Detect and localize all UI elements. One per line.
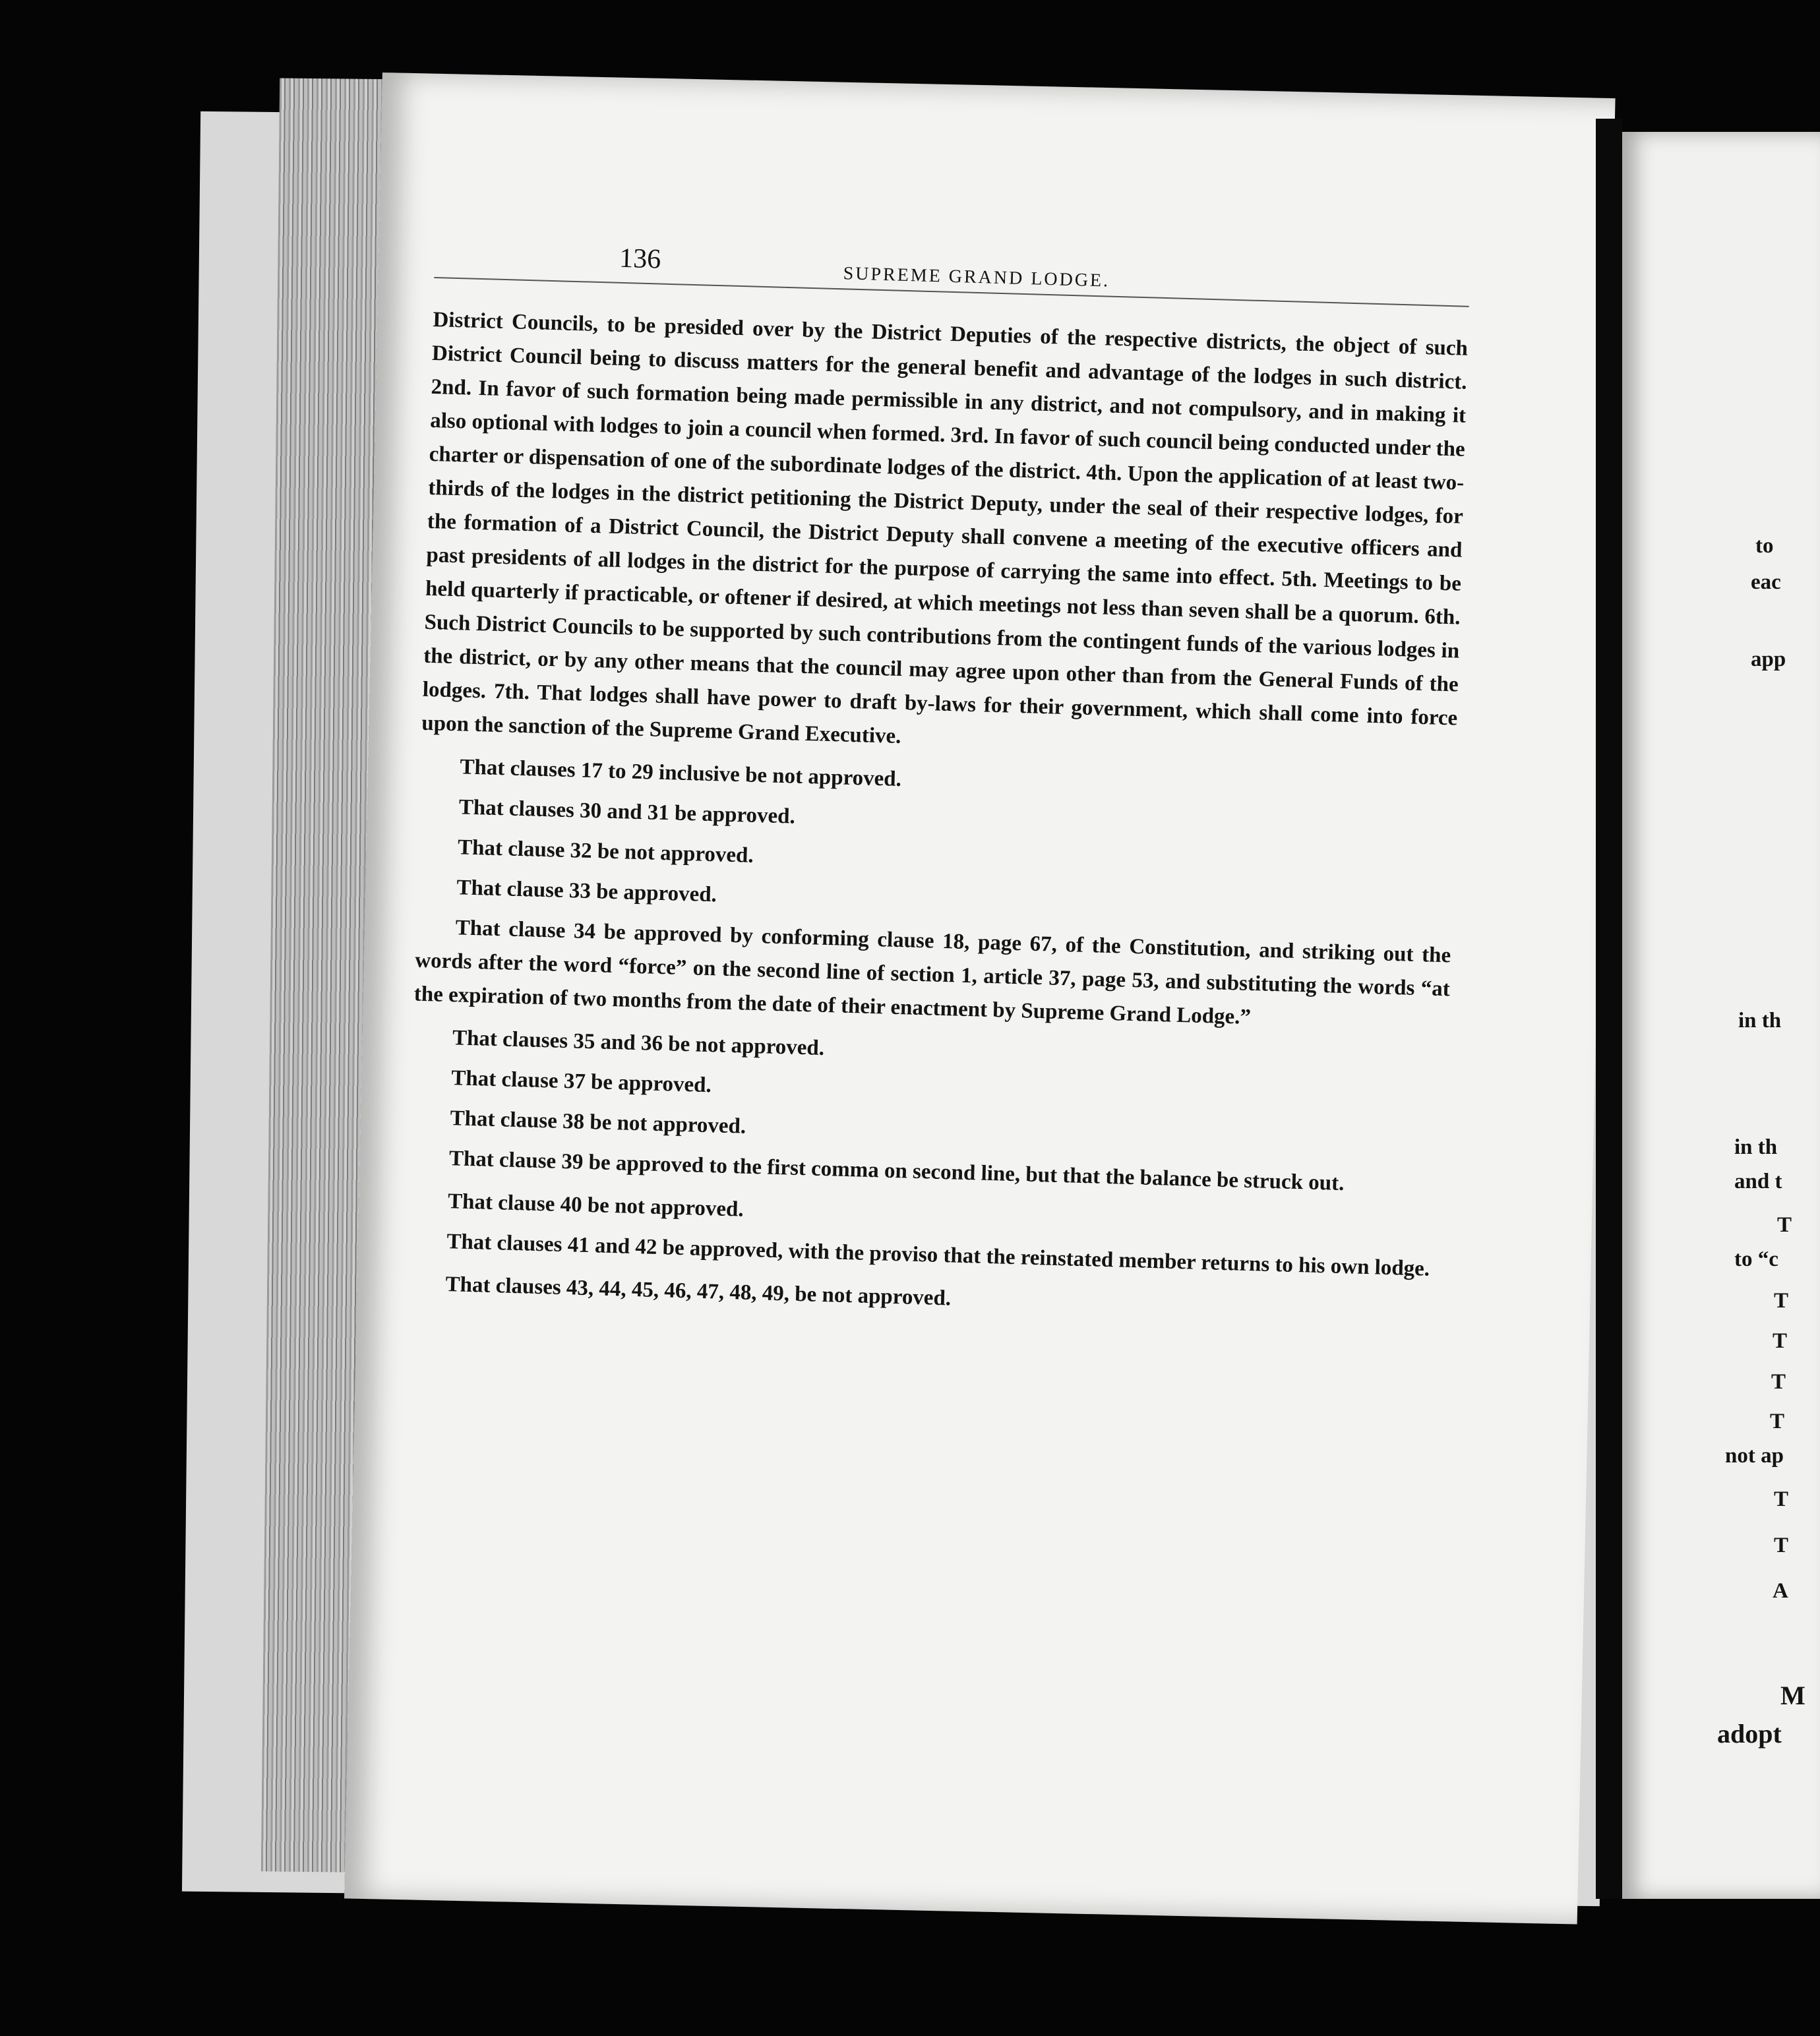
facing-fragment: T: [1777, 1213, 1792, 1237]
left-page-content: [406, 237, 1471, 1336]
facing-fragment: T: [1773, 1329, 1788, 1353]
clause-item: That clause 37 be approved.: [450, 1066, 712, 1098]
facing-fragment: T: [1770, 1410, 1785, 1433]
facing-fragment: app: [1751, 647, 1786, 671]
clause-item: That clauses 35 and 36 be not approved.: [452, 1026, 825, 1060]
facing-fragment: T: [1774, 1487, 1789, 1511]
facing-fragment: and t: [1734, 1170, 1782, 1193]
facing-fragment: T: [1774, 1289, 1789, 1313]
page-number: 136: [619, 243, 661, 275]
facing-fragment: T: [1771, 1370, 1786, 1394]
book-gutter: [1596, 119, 1622, 1899]
facing-fragment: adopt: [1717, 1719, 1782, 1749]
paragraph-district-councils: District Councils, to be presided over by the District Deputies of the respective districts, the object of such District Council being to discuss matters for the general benefit and advantage of the lodges in such district. 2nd. In favor of such formation being made permissible in any district, and not compulsory, and in making it also optional with lodges to join a council when formed. 3rd. In favor of such council being conducted under the charter or dispensation of one of the subordinate lodges of the district. 4th. Upon the application of at least two-thirds of the lodges in the district petitioning the District Deputy, under the seal of their respective lodges, for the formation of a District Council, the District Deputy shall convene a meeting of the executive officers and past presidents of all lodges in the district for the purpose of carrying the same into effect. 5th. Meetings to be held quarterly if practicable, or oftener if desired, at which meetings not less than seven shall be a quorum. 6th. Such District Councils to be supported by such contributions from the contingent funds of the various lodges in the district, or by any other means that the council may agree upon other than from the General Funds of the lodges. 7th. That lodges shall have power to draft by-laws for their government, which shall come into force upon the sanction of the Supreme Grand Executive.: [421, 307, 1469, 749]
facing-fragment: M: [1780, 1681, 1805, 1710]
facing-fragment: T: [1774, 1534, 1789, 1557]
facing-fragment: to “c: [1734, 1247, 1778, 1271]
paragraph-clause-34: That clause 34 be approved by conforming clause 18, page 67, of the Constitution, and striking out the words after the word “force” on the second line of section 1, article 37, page 53, and substituting the words “at the expiration of two months from the date of their enactment by Supreme Grand Lodge.”: [413, 916, 1451, 1029]
paragraph-clauses-41-42: That clauses 41 and 42 be approved, with the proviso that the reinstated member returns to his own lodge.: [446, 1230, 1430, 1281]
clause-item: That clause 33 be approved.: [456, 876, 717, 907]
clause-item: That clause 38 be not approved.: [450, 1106, 746, 1139]
facing-fragment: to: [1755, 534, 1774, 558]
clause-item: That clause 32 be not approved.: [457, 835, 754, 868]
right-page: [1622, 132, 1820, 1899]
clause-item: That clauses 30 and 31 be approved.: [458, 795, 796, 829]
facing-fragment: not ap: [1725, 1444, 1784, 1468]
paragraph-clause-39: That clause 39 be approved to the first comma on second line, but that the balance be struck out.: [448, 1147, 1345, 1196]
clause-item: That clause 40 be not approved.: [447, 1189, 744, 1222]
clause-item: That clauses 43, 44, 45, 46, 47, 48, 49, be not approved.: [445, 1272, 952, 1311]
facing-fragment: in th: [1734, 1135, 1778, 1159]
facing-fragment: A: [1773, 1579, 1788, 1603]
facing-fragment: in th: [1738, 1009, 1782, 1033]
facing-fragment: eac: [1751, 570, 1781, 594]
running-head: SUPREME GRAND LODGE.: [843, 263, 1110, 291]
clause-item: That clauses 17 to 29 inclusive be not approved.: [460, 755, 902, 792]
